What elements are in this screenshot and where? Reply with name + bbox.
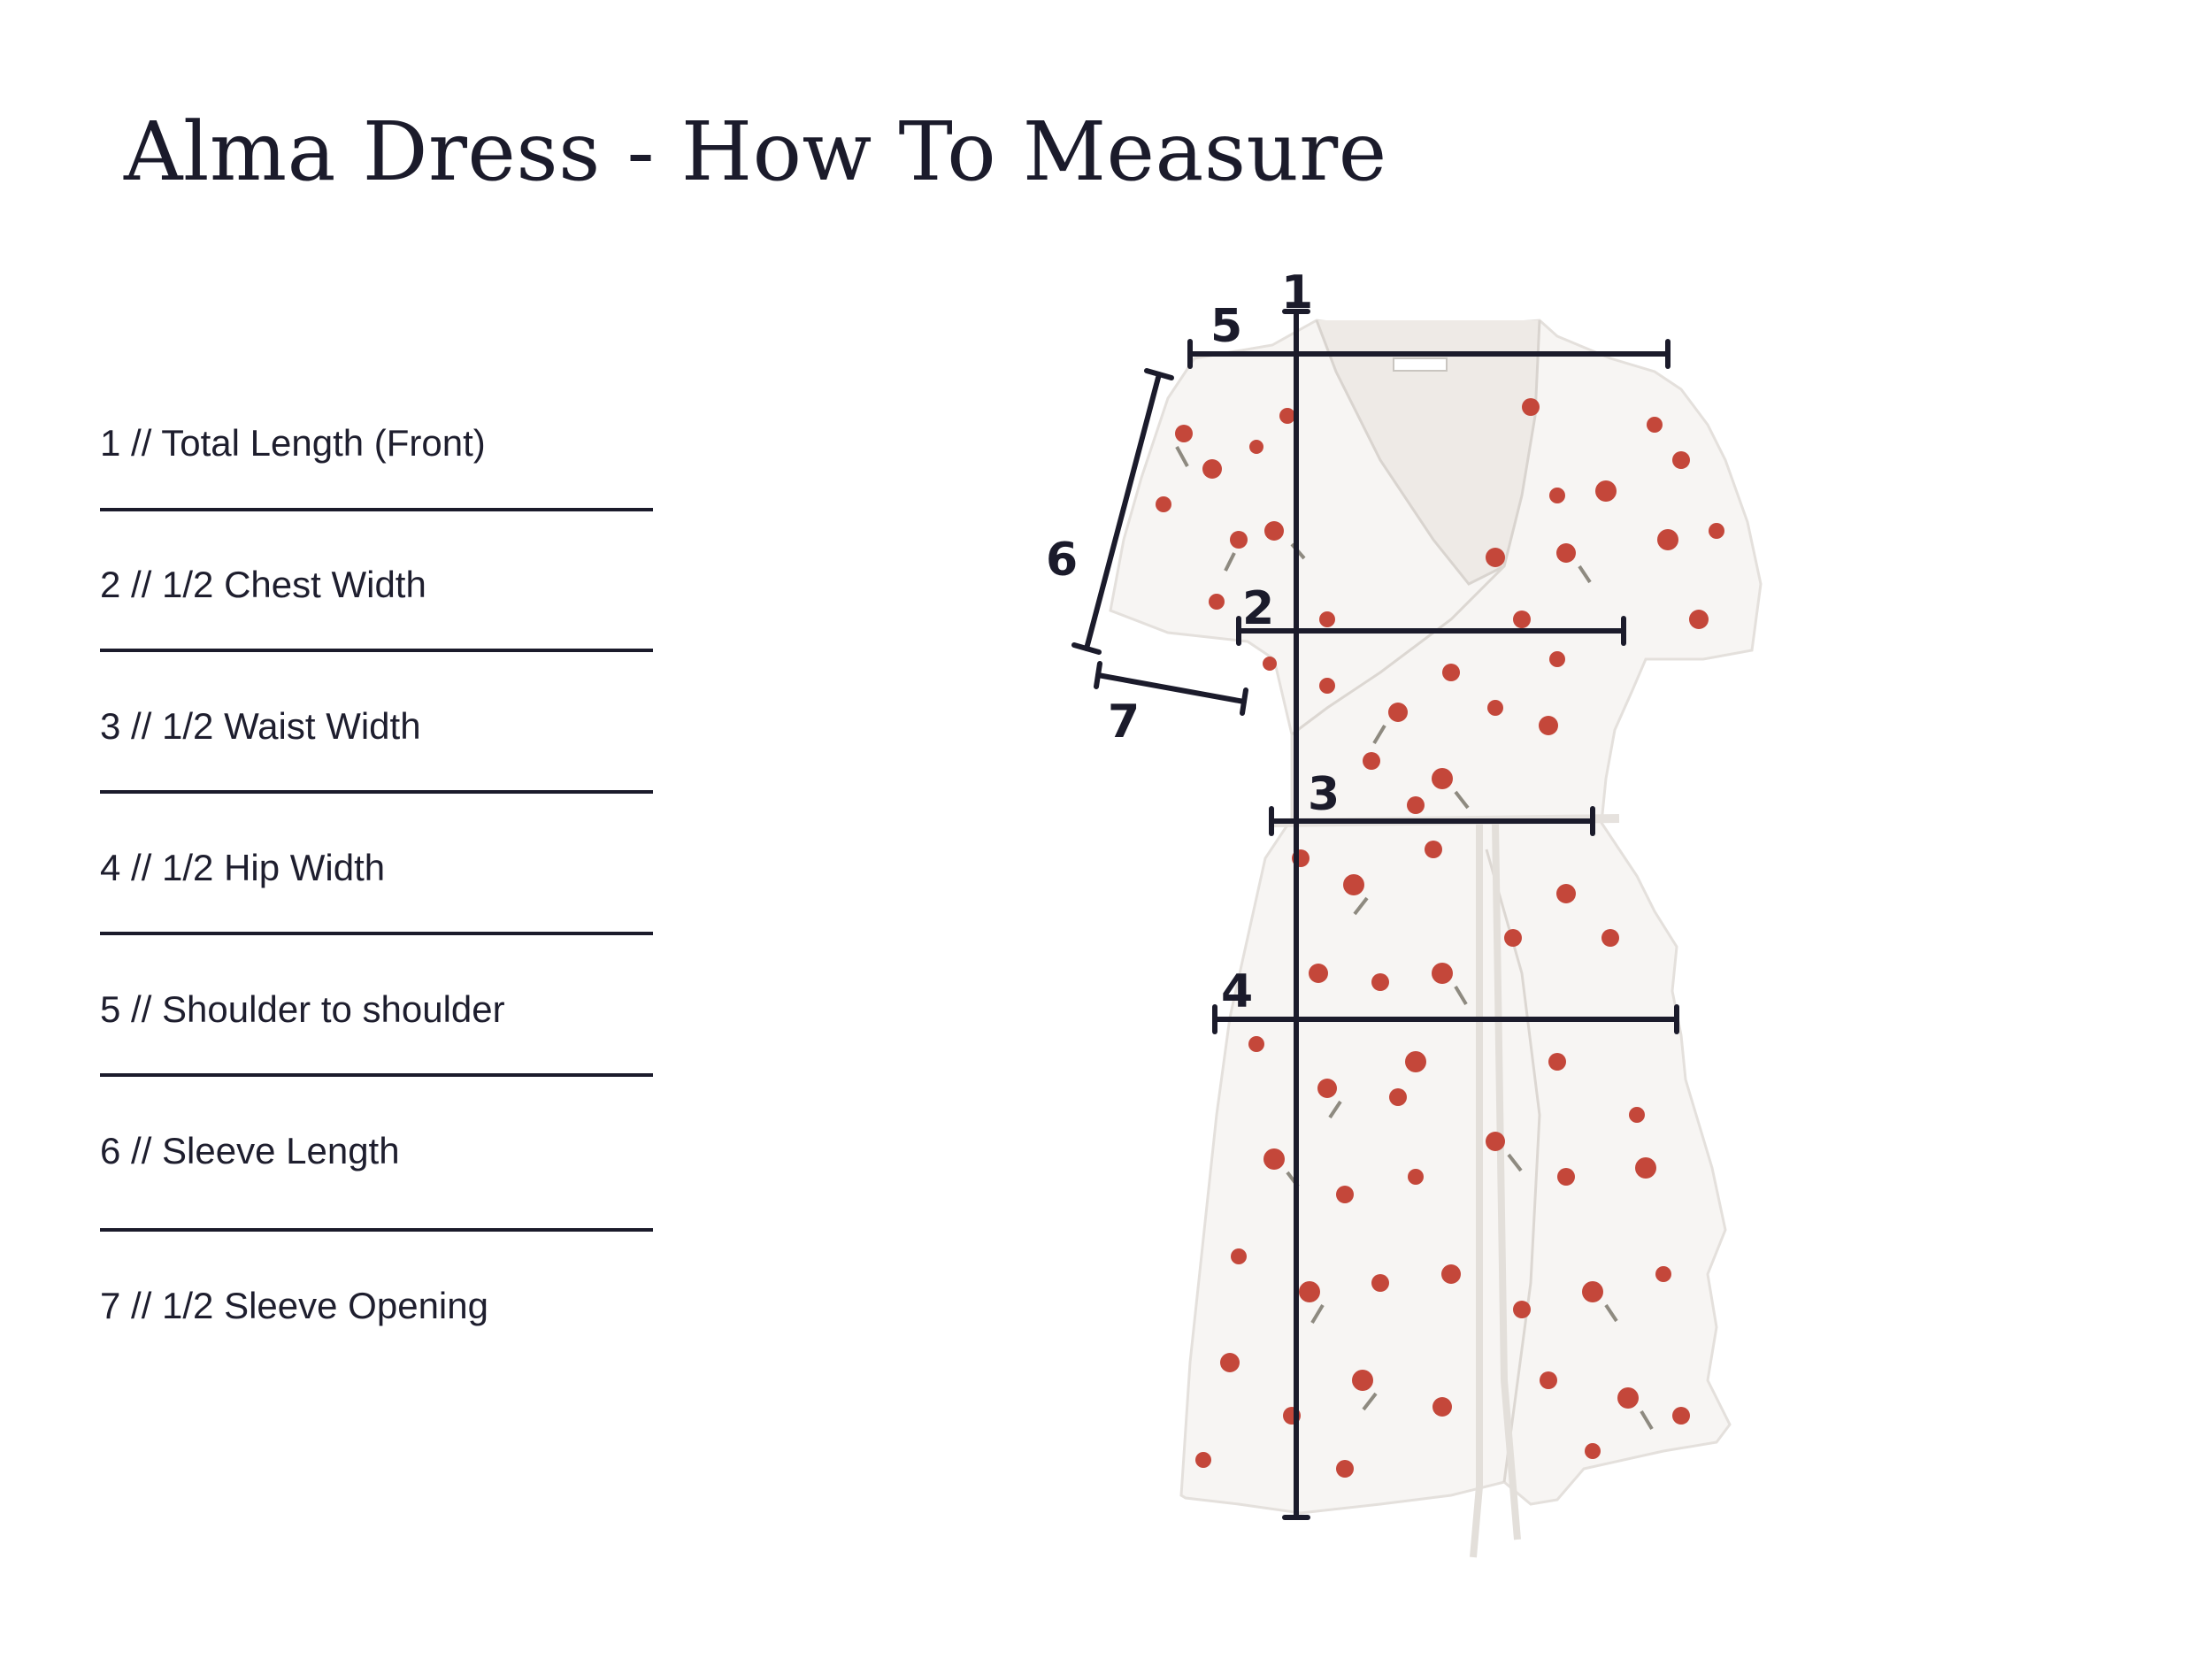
measurement-label: 5 // Shoulder to shoulder xyxy=(100,988,505,1030)
marker-6: 6 xyxy=(1046,534,1079,587)
measurement-item-total-length xyxy=(100,422,657,464)
divider xyxy=(100,1073,653,1077)
divider xyxy=(100,1228,653,1232)
measurement-label: 4 // 1/2 Hip Width xyxy=(100,847,386,888)
measurement-label: 6 // Sleeve Length xyxy=(100,1130,400,1171)
marker-3: 3 xyxy=(1308,768,1340,821)
divider xyxy=(100,508,653,511)
marker-2: 2 xyxy=(1242,582,1275,635)
measurement-item-hip-width xyxy=(100,849,657,887)
measurement-item-waist-width xyxy=(100,705,657,747)
measurement-item-chest-width xyxy=(100,566,657,603)
dress-brand-tag xyxy=(1394,358,1447,371)
divider xyxy=(100,790,653,794)
measurement-label: 3 // 1/2 Waist Width xyxy=(100,705,421,747)
marker-7: 7 xyxy=(1108,695,1141,749)
marker-5: 5 xyxy=(1210,300,1243,353)
measurement-item-sleeve-opening xyxy=(100,1287,657,1325)
marker-1: 1 xyxy=(1281,266,1314,319)
marker-4: 4 xyxy=(1221,965,1254,1018)
measurement-item-sleeve-length xyxy=(100,1130,657,1171)
page-title: Alma Dress - How To Measure xyxy=(124,104,1387,199)
measurement-label: 7 // 1/2 Sleeve Opening xyxy=(100,1285,488,1326)
divider xyxy=(100,649,653,652)
measurement-label: 1 // Total Length (Front) xyxy=(100,422,486,464)
divider xyxy=(100,932,653,935)
measurement-item-shoulder xyxy=(100,988,657,1030)
dress-image xyxy=(1110,320,1761,1557)
measurement-label: 2 // 1/2 Chest Width xyxy=(100,564,426,605)
